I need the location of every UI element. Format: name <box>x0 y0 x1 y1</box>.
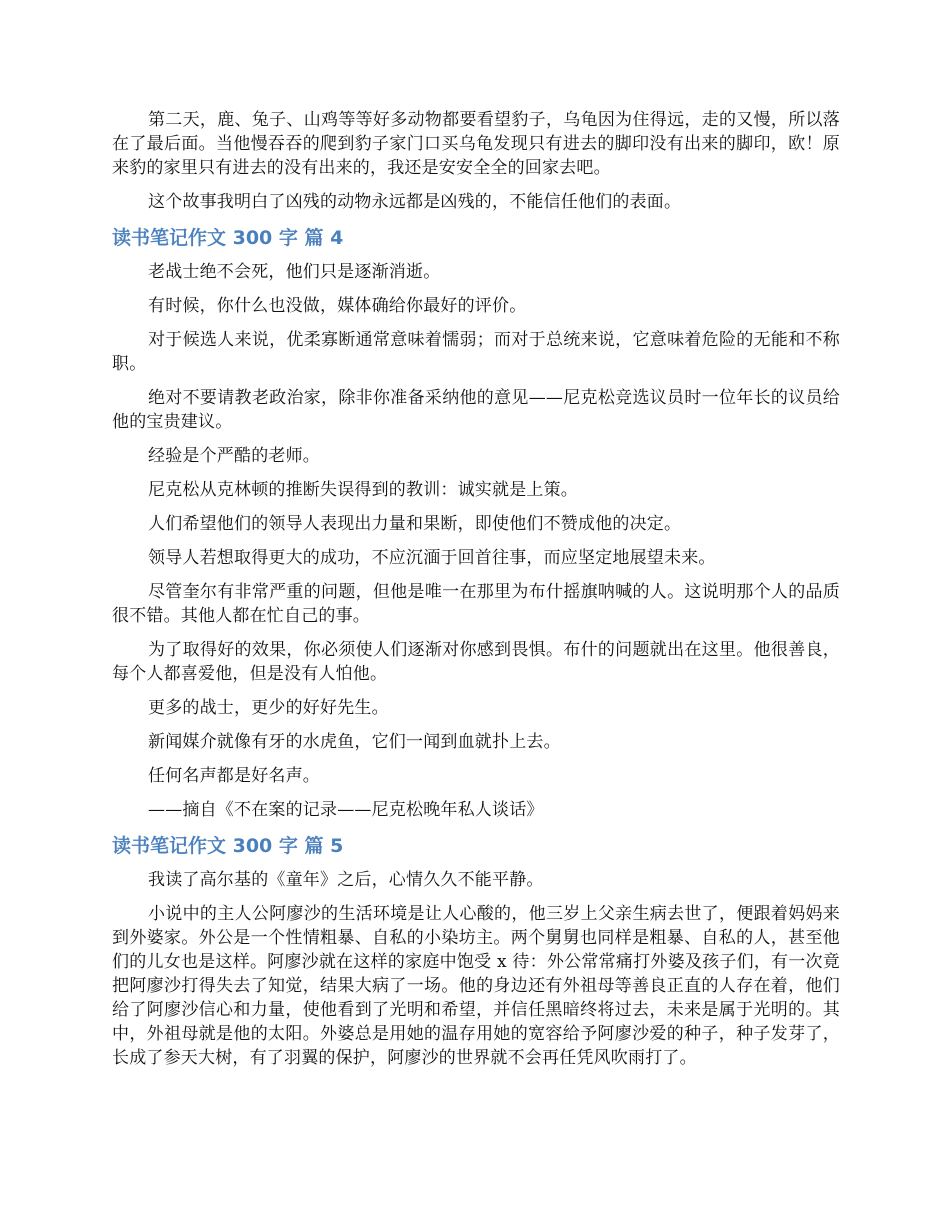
paragraph: 这个故事我明白了凶残的动物永远都是凶残的，不能信任他们的表面。 <box>148 192 682 212</box>
paragraph: 尼克松从克林顿的推断失误得到的教训：诚实就是上策。 <box>148 480 578 500</box>
paragraph: 第二天，鹿、兔子、山鸡等等好多动物都要看望豹子，乌龟因为住得远，走的又慢，所以落在了最后面。当他慢吞吞的爬到豹子家门口买乌龟发现只有进去的脚印没有出来的脚印，欧！原来豹的家里只有进去的没有出来的，我还是安安全全的回家去吧。 <box>112 110 840 178</box>
section-heading: 读书笔记作文 300 字 篇 5 <box>112 835 344 857</box>
paragraph: 小说中的主人公阿廖沙的生活环境是让人心酸的，他三岁上父亲生病去世了，便跟着妈妈来到外婆家。外公是一个性情粗暴、自私的小染坊主。两个舅舅也同样是粗暴、自私的人，甚至他们的儿女也是这样。阿廖沙就在这样的家庭中饱受 x 待：外公常常痛打外婆及孩子们，有一次竟把阿廖沙打得失去了知觉，结果大病了一场。他的身边还有外祖母等善良正直的人存在着，他们给了阿廖沙信心和力量，使他看到了光明和希望，并信任黑暗终将过去，未来是属于光明的。其中，外祖母就是他的太阳。外婆总是用她的温存用她的宽容给予阿廖沙爱的种子，种子发芽了，长成了参天大树，有了羽翼的保护，阿廖沙的世界就不会再任凭风吹雨打了。 <box>112 904 840 1068</box>
paragraph: 我读了高尔基的《童年》之后，心情久久不能平静。 <box>148 870 544 890</box>
paragraph: 经验是个严酷的老师。 <box>148 446 320 466</box>
paragraph: 领导人若想取得更大的成功，不应沉湎于回首往事，而应坚定地展望未来。 <box>148 548 716 568</box>
paragraph: 人们希望他们的领导人表现出力量和果断，即使他们不赞成他的决定。 <box>148 514 682 534</box>
document-page <box>112 108 840 1080</box>
paragraph: 尽管奎尔有非常严重的问题，但他是唯一在那里为布什摇旗呐喊的人。这说明那个人的品质很不错。其他人都在忙自己的事。 <box>112 582 840 626</box>
paragraph: 对于候选人来说，优柔寡断通常意味着懦弱；而对于总统来说，它意味着危险的无能和不称职。 <box>112 330 840 374</box>
paragraph: 绝对不要请教老政治家，除非你准备采纳他的意见——尼克松竞选议员时一位年长的议员给他的宝贵建议。 <box>112 388 840 432</box>
section-heading: 读书笔记作文 300 字 篇 4 <box>112 227 344 249</box>
paragraph: 任何名声都是好名声。 <box>148 766 320 786</box>
citation: ——摘自《不在案的记录——尼克松晚年私人谈话》 <box>148 800 544 820</box>
paragraph: 有时候，你什么也没做，媒体确给你最好的评价。 <box>148 296 527 316</box>
paragraph: 老战士绝不会死，他们只是逐渐消逝。 <box>148 262 441 282</box>
paragraph: 新闻媒介就像有牙的水虎鱼，它们一闻到血就扑上去。 <box>148 732 561 752</box>
paragraph: 为了取得好的效果，你必须使人们逐渐对你感到畏惧。布什的问题就出在这里。他很善良，每个人都喜爱他，但是没有人怕他。 <box>112 640 840 684</box>
paragraph: 更多的战士，更少的好好先生。 <box>148 698 389 718</box>
